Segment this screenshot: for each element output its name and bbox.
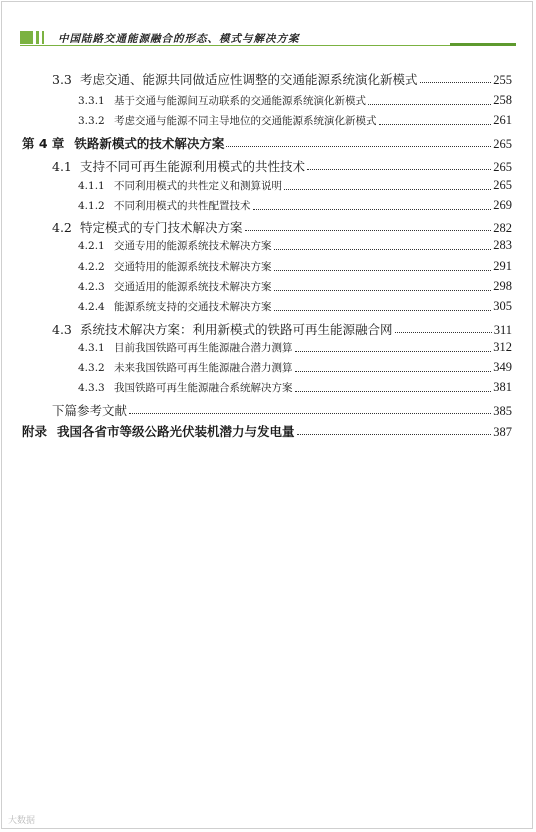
toc-entry-page: 261 — [493, 113, 512, 127]
toc-entry-number: 4.3.3 — [78, 382, 105, 394]
toc-entry-number: 4.2.2 — [78, 261, 105, 273]
toc-entry-number: 第 4 章 — [22, 136, 65, 151]
toc-entry — [22, 422, 512, 440]
toc-entry-title: 考虑交通、能源共同做适应性调整的交通能源系统演化新模式 — [80, 72, 418, 87]
toc-entry-title: 交通特用的能源系统技术解决方案 — [114, 261, 272, 273]
toc-entry-page: 283 — [493, 238, 512, 252]
toc-entry-number: 4.2.4 — [78, 301, 105, 313]
toc-entry-page: 269 — [493, 198, 512, 212]
toc-entry — [78, 360, 512, 375]
toc-entry-page: 255 — [493, 73, 512, 87]
dot-leader — [274, 269, 492, 271]
dot-leader — [379, 123, 492, 125]
toc-entry — [78, 113, 512, 128]
toc-entry — [78, 380, 512, 395]
toc-entry-page: 291 — [493, 259, 512, 273]
toc-entry-number: 4.3.1 — [78, 342, 105, 354]
toc-entry — [78, 178, 512, 193]
toc-entry-title: 目前我国铁路可再生能源融合潜力测算 — [114, 342, 293, 354]
toc-entry-page: 265 — [493, 178, 512, 192]
dot-leader — [420, 81, 492, 83]
toc-entry-page: 265 — [493, 137, 512, 151]
toc-entry — [78, 340, 512, 355]
toc-entry-page: 381 — [493, 380, 512, 394]
toc-entry-number: 4.1.2 — [78, 200, 105, 212]
toc-entry-number: 4.2 — [52, 220, 72, 235]
toc-entry-page: 305 — [493, 299, 512, 313]
toc-entry-title: 交通适用的能源系统技术解决方案 — [114, 281, 272, 293]
dot-leader — [129, 412, 491, 414]
toc-entry-number: 3.3.2 — [78, 115, 105, 127]
toc-entry-page: 258 — [493, 93, 512, 107]
toc-entry-title: 不同利用模式的共性定义和测算说明 — [114, 180, 282, 192]
toc-entry-page: 265 — [493, 160, 512, 174]
dot-leader — [274, 248, 492, 250]
toc-entry-number: 4.3 — [52, 322, 72, 337]
toc-entry-title: 下篇参考文献 — [52, 403, 128, 418]
toc-entry-title: 支持不同可再生能源利用模式的共性技术 — [80, 159, 306, 174]
toc-entry-number: 4.1.1 — [78, 180, 105, 192]
dot-leader — [284, 188, 491, 190]
toc-entry — [22, 134, 512, 152]
toc-entry-number: 3.3.1 — [78, 95, 105, 107]
toc-entry-number: 4.1 — [52, 159, 72, 174]
dot-leader — [295, 390, 492, 392]
toc-entry-page: 312 — [493, 340, 512, 354]
dot-leader — [295, 370, 492, 372]
toc-entry — [78, 299, 512, 314]
toc-entry-number: 4.2.3 — [78, 281, 105, 293]
toc-entry-title: 铁路新模式的技术解决方案 — [74, 136, 225, 151]
toc-entry — [78, 198, 512, 213]
toc-entry — [78, 238, 512, 253]
toc-entry — [52, 218, 512, 236]
toc-entry-title: 我国铁路可再生能源融合系统解决方案 — [114, 382, 293, 394]
toc-entry-number: 3.3 — [52, 72, 72, 87]
toc-entry-page: 311 — [493, 323, 512, 337]
toc-entry-page: 349 — [493, 360, 512, 374]
dot-leader — [307, 168, 491, 170]
dot-leader — [297, 433, 492, 435]
header-rule-accent — [450, 43, 516, 46]
toc-entry — [52, 401, 512, 419]
toc-entry-title: 特定模式的专门技术解决方案 — [80, 220, 243, 235]
header-green-stripe — [42, 31, 44, 44]
toc-entry-title: 交通专用的能源系统技术解决方案 — [114, 240, 272, 252]
header-green-block — [20, 31, 33, 44]
dot-leader — [253, 208, 492, 210]
header-title: 中国陆路交通能源融合的形态、模式与解决方案 — [58, 33, 300, 45]
toc-entry-page: 385 — [493, 404, 512, 418]
toc-entry — [78, 259, 512, 274]
toc-entry — [78, 93, 512, 108]
toc-entry-title: 考虑交通与能源不同主导地位的交通能源系统演化新模式 — [114, 115, 377, 127]
toc-entry-title: 能源系统支持的交通技术解决方案 — [114, 301, 272, 313]
toc-entry-page: 282 — [493, 221, 512, 235]
toc-entry — [52, 157, 512, 175]
toc-entry-page: 298 — [493, 279, 512, 293]
toc-entry — [52, 70, 512, 88]
toc-entry — [78, 279, 512, 294]
toc-entry-number: 4.2.1 — [78, 240, 105, 252]
header-green-stripe — [36, 31, 39, 44]
toc-entry-number: 附录 — [22, 424, 48, 439]
toc-entry — [52, 320, 512, 338]
toc-entry-number: 4.3.2 — [78, 362, 105, 374]
toc-entry-title: 系统技术解决方案：利用新模式的铁路可再生能源融合网 — [80, 322, 393, 337]
running-header — [20, 28, 516, 46]
dot-leader — [226, 145, 491, 147]
header-rule — [20, 45, 516, 46]
watermark: 大数据 — [8, 816, 36, 826]
dot-leader — [274, 309, 492, 311]
dot-leader — [245, 229, 492, 231]
toc-entry-title: 我国各省市等级公路光伏装机潜力与发电量 — [57, 424, 295, 439]
toc-entry-page: 387 — [493, 425, 512, 439]
toc-entry-title: 基于交通与能源间互动联系的交通能源系统演化新模式 — [114, 95, 366, 107]
dot-leader — [295, 350, 492, 352]
dot-leader — [274, 289, 492, 291]
toc-entry-title: 不同利用模式的共性配置技术 — [114, 200, 251, 212]
toc-entry-title: 未来我国铁路可再生能源融合潜力测算 — [114, 362, 293, 374]
dot-leader — [368, 103, 491, 105]
dot-leader — [395, 331, 492, 333]
